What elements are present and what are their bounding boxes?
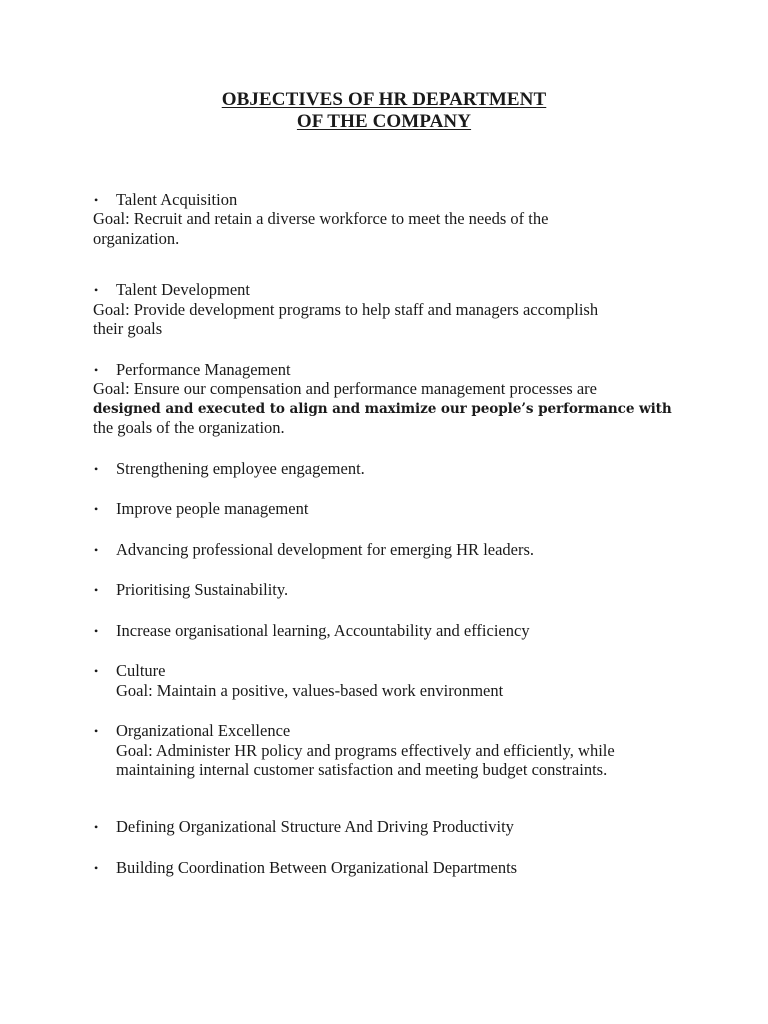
objective-goal: organization. xyxy=(93,229,180,248)
bullet-icon: • xyxy=(94,583,99,597)
bullet-icon: • xyxy=(94,462,99,476)
objective-goal: designed and executed to align and maximize our people’s performance with xyxy=(93,401,672,417)
objective-goal: Goal: Maintain a positive, values-based work environment xyxy=(116,681,504,700)
objective-heading: Building Coordination Between Organizational Departments xyxy=(116,858,518,877)
bullet-icon: • xyxy=(94,363,99,377)
objective-heading: Talent Development xyxy=(116,280,251,299)
objective-heading: Increase organisational learning, Accountability and efficiency xyxy=(116,621,530,640)
bullet-icon: • xyxy=(94,624,99,638)
objective-heading: Improve people management xyxy=(116,499,309,518)
bullet-icon: • xyxy=(94,283,99,297)
objective-goal: Goal: Administer HR policy and programs effectively and efficiently, while xyxy=(116,741,615,760)
objective-heading: Strengthening employee engagement. xyxy=(116,459,365,478)
objective-goal: their goals xyxy=(93,319,163,338)
objective-heading: Organizational Excellence xyxy=(116,721,291,740)
document-title-line-2: OF THE COMPANY xyxy=(296,111,472,132)
document-title-line-1: OBJECTIVES OF HR DEPARTMENT xyxy=(221,89,547,110)
objective-goal: Goal: Ensure our compensation and performance management processes are xyxy=(93,379,597,398)
objective-goal: the goals of the organization. xyxy=(93,418,285,437)
objective-heading: Defining Organizational Structure And Driving Productivity xyxy=(116,817,514,836)
bullet-icon: • xyxy=(94,193,99,207)
objective-heading: Prioritising Sustainability. xyxy=(116,580,289,599)
objective-heading: Culture xyxy=(116,661,166,680)
objective-heading: Performance Management xyxy=(116,360,291,379)
bullet-icon: • xyxy=(94,502,99,516)
bullet-icon: • xyxy=(94,543,99,557)
objective-goal: Goal: Provide development programs to help staff and managers accomplish xyxy=(93,300,599,319)
objective-heading: Advancing professional development for emerging HR leaders. xyxy=(116,540,535,559)
objective-goal: Goal: Recruit and retain a diverse workforce to meet the needs of the xyxy=(93,209,549,228)
bullet-icon: • xyxy=(94,664,99,678)
bullet-icon: • xyxy=(94,861,99,875)
objective-heading: Talent Acquisition xyxy=(116,190,238,209)
objective-goal: maintaining internal customer satisfaction and meeting budget constraints. xyxy=(116,760,608,779)
bullet-icon: • xyxy=(94,724,99,738)
bullet-icon: • xyxy=(94,820,99,834)
